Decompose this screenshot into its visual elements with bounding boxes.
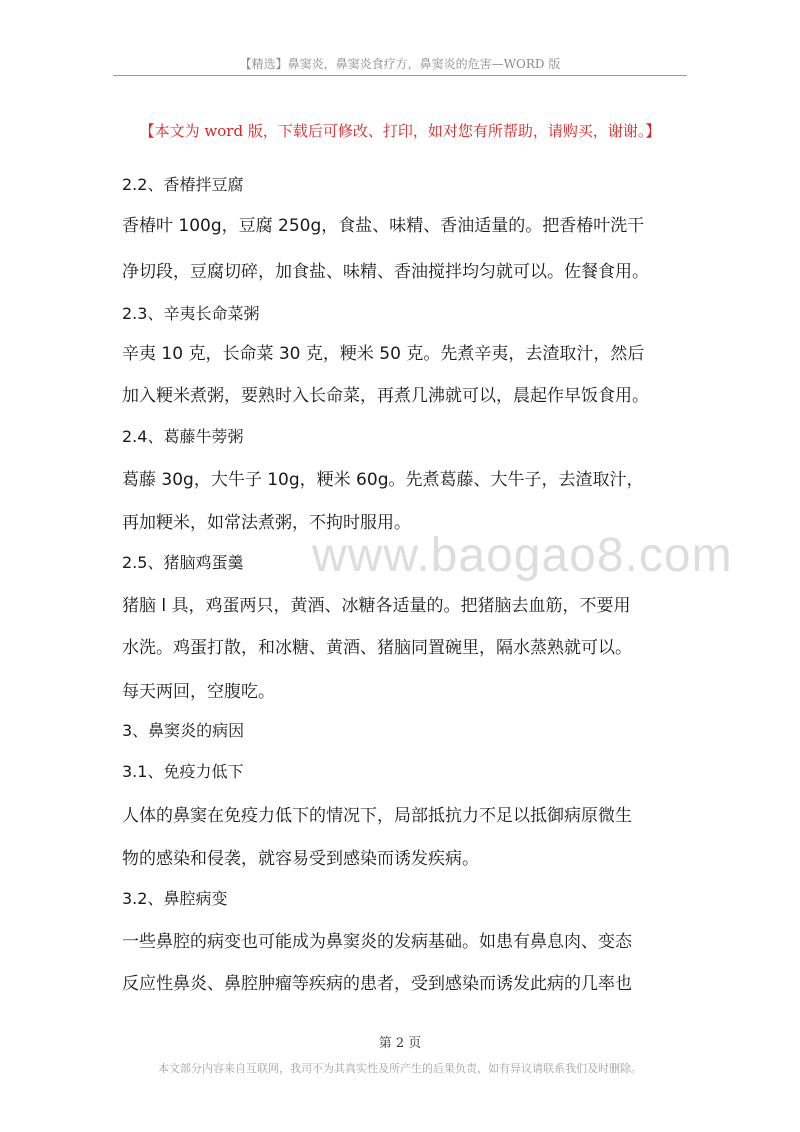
section-heading-2-3: 2.3、辛夷长命菜粥 xyxy=(122,304,260,323)
section-heading-3-1: 3.1、免疫力低下 xyxy=(122,762,244,781)
paragraph-line: 再加粳米，如常法煮粥，不拘时服用。 xyxy=(122,513,411,533)
paragraph-line: 净切段，豆腐切碎，加食盐、味精、香油搅拌均匀就可以。佐餐食用。 xyxy=(122,262,649,282)
section-heading-2-2: 2.2、香椿拌豆腐 xyxy=(122,175,244,194)
page-header-title: 【精选】鼻窦炎，鼻窦炎食疗方，鼻窦炎的危害—WORD 版 xyxy=(239,57,561,71)
purchase-notice: 【本文为 word 版，下载后可修改、打印，如对您有所帮助，请购买，谢谢。】 xyxy=(139,122,661,140)
paragraph-line: 反应性鼻炎、鼻腔肿瘤等疾病的患者，受到感染而诱发此病的几率也 xyxy=(122,974,632,994)
paragraph-line: 香椿叶 100g，豆腐 250g，食盐、味精、香油适量的。把香椿叶洗干 xyxy=(122,216,645,236)
section-heading-2-5: 2.5、猪脑鸡蛋羹 xyxy=(122,553,244,572)
watermark-text: www.baogao8.com xyxy=(312,529,733,582)
section-heading-3: 3、鼻窦炎的病因 xyxy=(122,721,245,740)
paragraph-line: 水洗。鸡蛋打散，和冰糖、黄酒、猪脑同置碗里，隔水蒸熟就可以。 xyxy=(122,638,632,658)
paragraph-line: 葛藤 30g，大牛子 10g，粳米 60g。先煮葛藤、大牛子，去渣取汁， xyxy=(122,470,644,490)
paragraph-line: 物的感染和侵袭，就容易受到感染而诱发疾病。 xyxy=(122,849,479,869)
paragraph-line: 加入粳米煮粥，要熟时入长命菜，再煮几沸就可以，晨起作早饭食用。 xyxy=(122,386,649,406)
section-heading-2-4: 2.4、葛藤牛蒡粥 xyxy=(122,427,244,446)
paragraph-line: 每天两回，空腹吃。 xyxy=(122,682,275,702)
header-divider xyxy=(113,75,687,76)
paragraph-line: 猪脑 l 具，鸡蛋两只，黄酒、冰糖各适量的。把猪脑去血筋，不要用 xyxy=(122,596,631,616)
page-footer-disclaimer: 本文部分内容来自互联网，我司不为其真实性及所产生的后果负责，如有异议请联系我们及时删除。 xyxy=(158,1062,642,1075)
paragraph-line: 一些鼻腔的病变也可能成为鼻窦炎的发病基础。如患有鼻息肉、变态 xyxy=(122,932,632,952)
paragraph-line: 辛夷 10 克，长命菜 30 克，粳米 50 克。先煮辛夷，去渣取汁，然后 xyxy=(122,344,645,364)
page-number: 第 2 页 xyxy=(378,1036,422,1051)
paragraph-line: 人体的鼻窦在免疫力低下的情况下，局部抵抗力不足以抵御病原微生 xyxy=(122,806,632,826)
section-heading-3-2: 3.2、鼻腔病变 xyxy=(122,889,228,908)
